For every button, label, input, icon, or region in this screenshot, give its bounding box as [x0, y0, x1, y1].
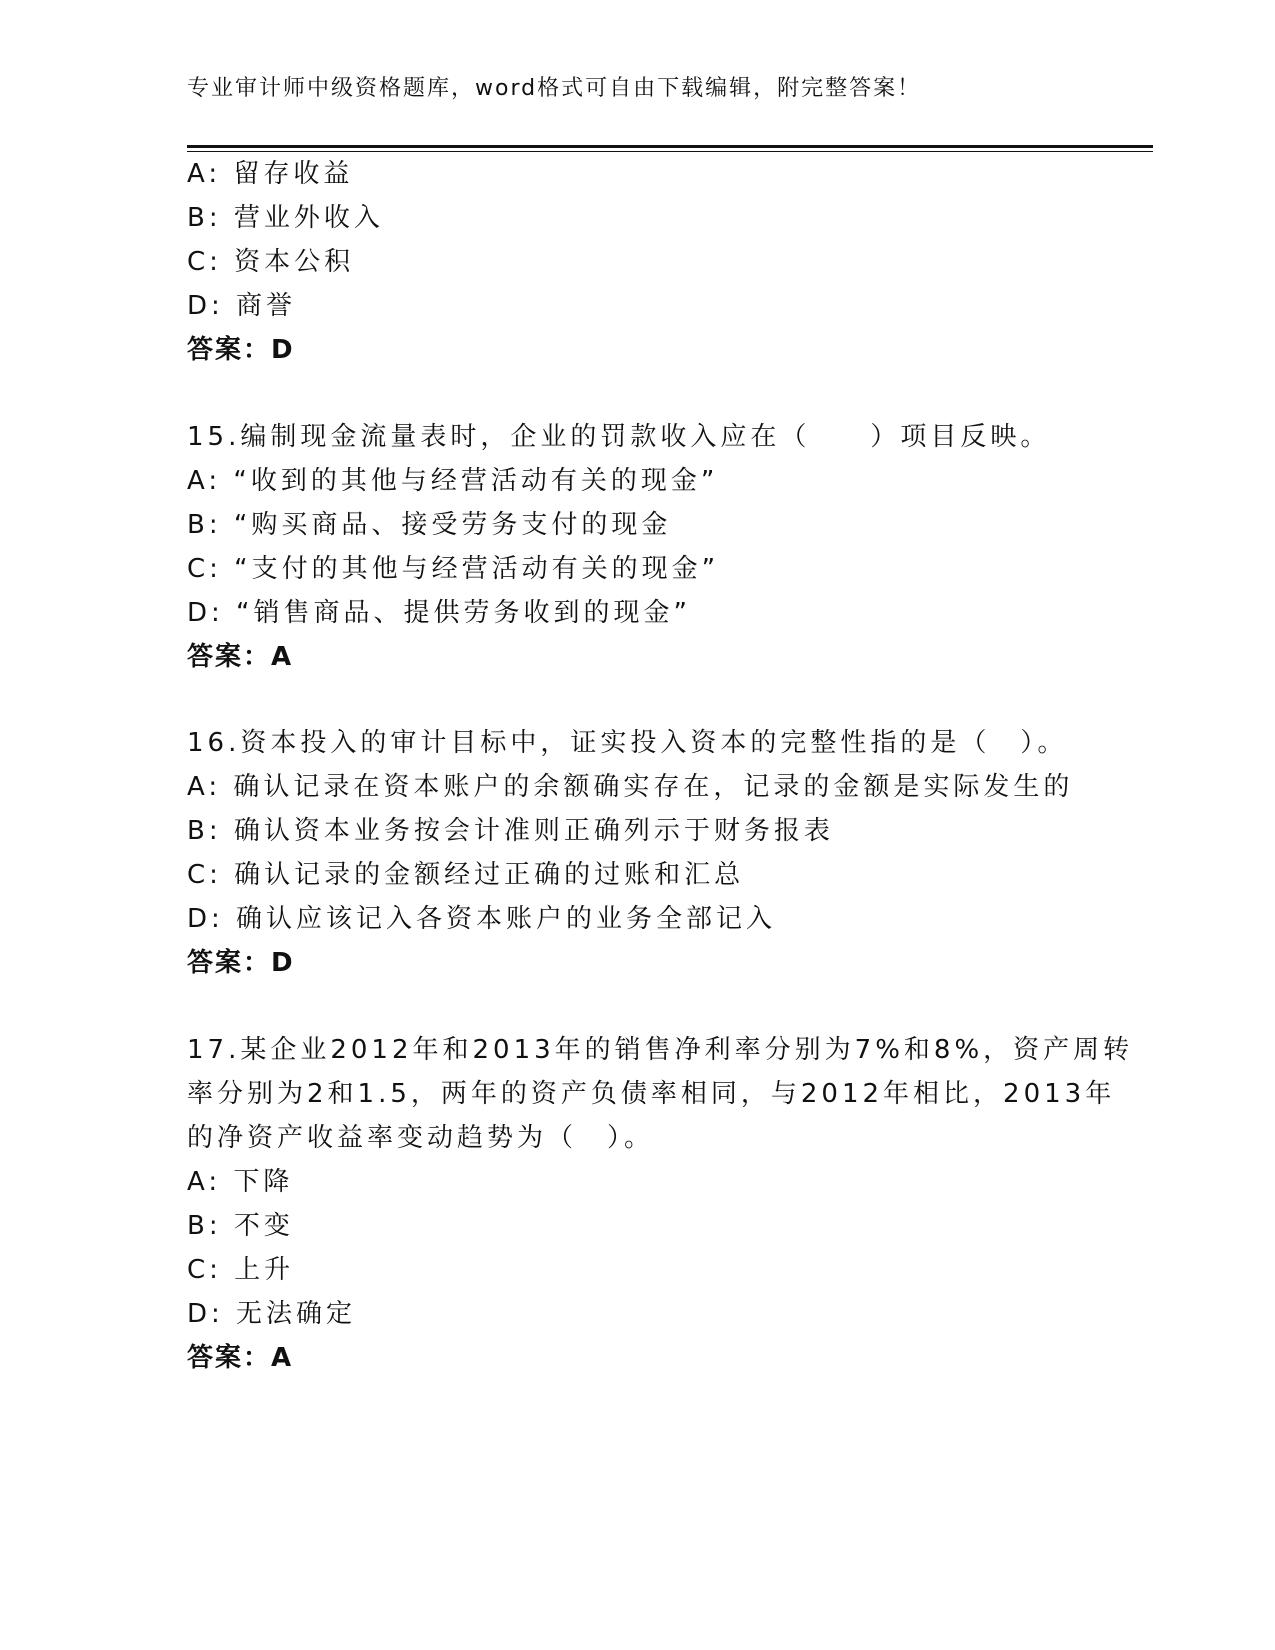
q14-option-c: C: 资本公积: [187, 247, 355, 277]
q15-question: 15.编制现金流量表时，企业的罚款收入应在（ ）项目反映。: [187, 422, 1051, 452]
q15-option-a: A: “收到的其他与经营活动有关的现金”: [187, 466, 719, 496]
q16-option-b: B: 确认资本业务按会计准则正确列示于财务报表: [187, 816, 834, 846]
q17-question-line-1: 17.某企业2012年和2013年的销售净利率分别为7%和8%，资产周转: [187, 1035, 1134, 1065]
page-header: 专业审计师中级资格题库，word格式可自由下载编辑，附完整答案！: [187, 76, 922, 101]
q16-question: 16.资本投入的审计目标中，证实投入资本的完整性指的是（ ）。: [187, 728, 1068, 758]
q17-option-b: B: 不变: [187, 1211, 294, 1241]
q17-option-d: D: 无法确定: [187, 1299, 357, 1329]
header-rule-thin: [187, 151, 1153, 152]
q17-option-a: A: 下降: [187, 1167, 294, 1197]
q16-option-c: C: 确认记录的金额经过正确的过账和汇总: [187, 860, 745, 890]
q16-option-d: D: 确认应该记入各资本账户的业务全部记入: [187, 904, 777, 934]
q16-option-a: A: 确认记录在资本账户的余额确实存在，记录的金额是实际发生的: [187, 772, 1074, 802]
q17-question-line-3: 的净资产收益率变动趋势为（ ）。: [187, 1123, 655, 1153]
q17-question-line-2: 率分别为2和1.5，两年的资产负债率相同，与2012年相比，2013年: [187, 1079, 1116, 1109]
q14-option-d: D: 商誉: [187, 291, 297, 321]
q16-answer: 答案：D: [187, 948, 295, 978]
q15-option-b: B: “购买商品、接受劳务支付的现金: [187, 510, 672, 540]
q15-answer: 答案：A: [187, 642, 294, 672]
q15-option-d: D: “销售商品、提供劳务收到的现金”: [187, 598, 691, 628]
header-rule-thick: [187, 145, 1153, 148]
q17-answer: 答案：A: [187, 1343, 294, 1373]
q15-option-c: C: “支付的其他与经营活动有关的现金”: [187, 554, 720, 584]
q14-answer: 答案：D: [187, 335, 295, 365]
q17-option-c: C: 上升: [187, 1255, 295, 1285]
q14-option-a: A: 留存收益: [187, 159, 354, 189]
q14-option-b: B: 营业外收入: [187, 203, 384, 233]
